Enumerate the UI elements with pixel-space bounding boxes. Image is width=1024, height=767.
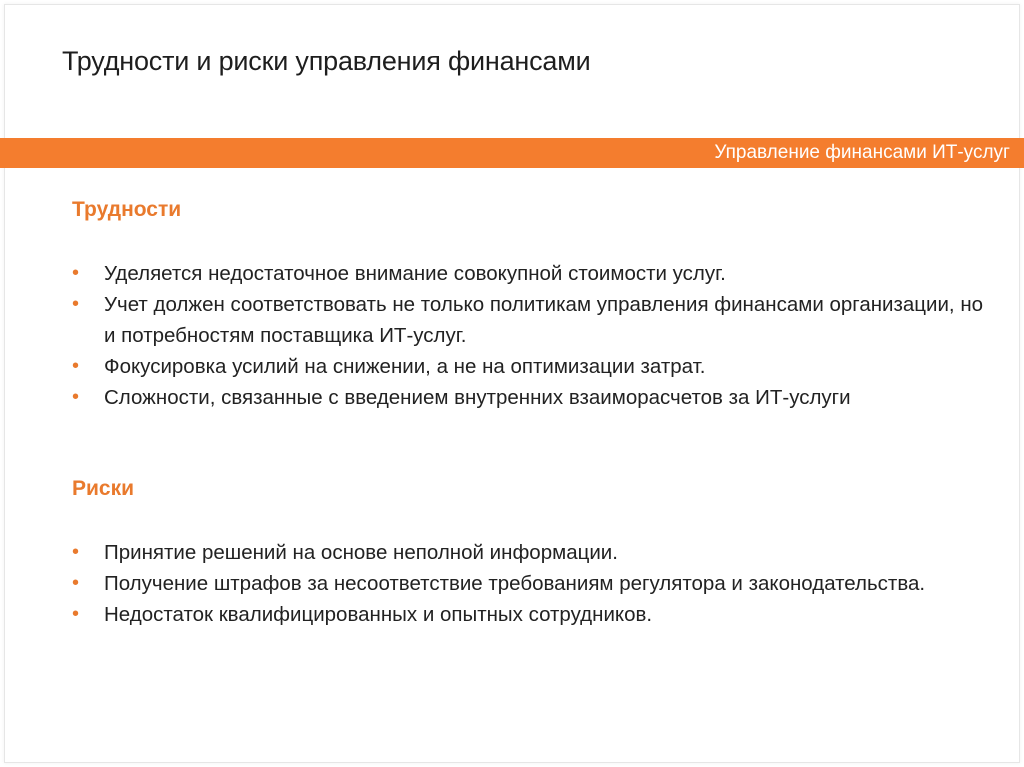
bullet-icon: • <box>72 386 80 408</box>
list-item <box>72 258 992 289</box>
list-item <box>72 599 992 630</box>
slide-title: Трудности и риски управления финансами <box>62 46 591 76</box>
list-item-text: Учет должен соответствовать не только политикам управления финансами организации, но и потребностям поставщика ИТ-услуг. <box>104 293 984 347</box>
bullet-icon: • <box>72 293 80 315</box>
list-item <box>72 382 992 413</box>
list-item-text: Получение штрафов за несоответствие требованиям регулятора и законодательства. <box>104 572 926 595</box>
bullet-icon: • <box>72 603 80 625</box>
header-band-label: Управление финансами ИТ-услуг <box>714 142 1010 163</box>
list-item <box>72 537 992 568</box>
list-item-text: Принятие решений на основе неполной информации. <box>104 541 618 564</box>
section-heading-difficulties: Трудности <box>72 198 182 221</box>
list-item-text: Уделяется недостаточное внимание совокупной стоимости услуг. <box>104 262 726 285</box>
section-heading-risks: Риски <box>72 477 135 500</box>
list-item <box>72 568 992 599</box>
list-item-text: Недостаток квалифицированных и опытных сотрудников. <box>104 603 653 626</box>
bullet-icon: • <box>72 355 80 377</box>
bullet-icon: • <box>72 572 80 594</box>
risks-list <box>72 537 992 630</box>
list-item-text: Фокусировка усилий на снижении, а не на оптимизации затрат. <box>104 355 706 378</box>
difficulties-list <box>72 258 992 413</box>
bullet-icon: • <box>72 262 80 284</box>
header-band <box>0 138 1024 168</box>
list-item-text: Сложности, связанные с введением внутренних взаиморасчетов за ИТ-услуги <box>104 386 851 409</box>
list-item <box>72 289 992 351</box>
list-item <box>72 351 992 382</box>
bullet-icon: • <box>72 541 80 563</box>
